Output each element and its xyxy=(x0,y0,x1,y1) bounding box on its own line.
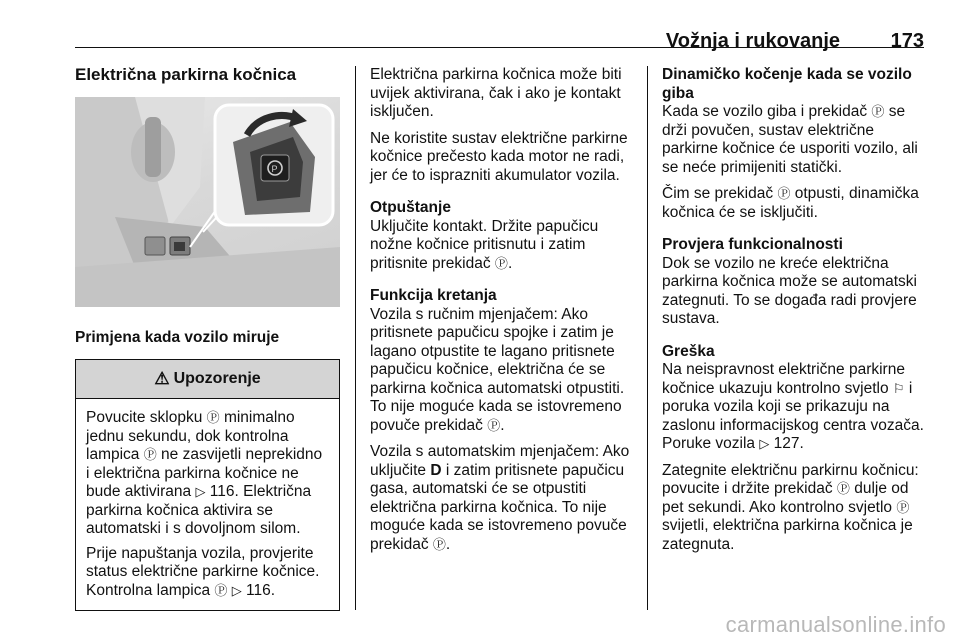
watermark: carmanualsonline.info xyxy=(725,612,946,637)
function-check-section xyxy=(662,236,930,329)
parking-brake-icon: Ⓟ xyxy=(836,481,850,496)
text: ne zasvijetli neprekidno i električna parkirna kočnice ne bude aktivirana xyxy=(86,446,323,500)
text: Zategnite električnu parkirnu kočnicu: povucite i držite prekidač xyxy=(662,461,919,497)
paragraph xyxy=(370,218,635,274)
paragraph: Električna parkirna kočnica može biti uvijek aktivirana, čak i ako je kontakt isključen. xyxy=(370,66,622,120)
text: Čim se prekidač xyxy=(662,185,778,202)
text: . xyxy=(270,581,276,599)
page-reference[interactable]: 127 xyxy=(773,435,800,452)
text: i poruka vozila koji se prikazuju na zaslonu informacijskog centra vozača. Poruke vozila xyxy=(662,379,924,452)
parking-brake-icon: Ⓟ xyxy=(143,447,157,462)
paragraph: Dok se vozilo ne kreće električna parkirna kočnica može se automatski zategnuti. To se događa radi provjere sustava. xyxy=(662,254,918,327)
parking-brake-icon: Ⓟ xyxy=(214,582,228,598)
page-reference[interactable]: 116 xyxy=(209,483,235,500)
subheading-release: Otpuštanje xyxy=(370,199,451,216)
drive-away-section xyxy=(370,287,635,554)
reference-arrow-icon: ▷ xyxy=(231,582,242,598)
section-title: Električna parkirna kočnica xyxy=(75,65,297,84)
parking-brake-icon: Ⓟ xyxy=(494,255,508,271)
parking-brake-icon: Ⓟ xyxy=(777,186,791,201)
svg-text:P: P xyxy=(271,163,278,174)
gear-d-label: D xyxy=(430,461,442,479)
text: minimalno jednu sekundu, dok kontrolna lampica xyxy=(86,409,295,463)
text: se drži povučen, sustav električne parkirne kočnice će usporiti vozilo, ali se neće primijeniti statički. xyxy=(662,103,918,176)
column-3 xyxy=(662,66,930,568)
text: Na neispravnost električne parkirne kočnice ukazuju kontrolno svjetlo xyxy=(662,361,905,397)
fault-lamp-icon: ⚐ xyxy=(892,380,905,396)
header-rule xyxy=(75,47,924,48)
subheading-fault: Greška xyxy=(662,342,715,360)
warning-header xyxy=(76,360,339,399)
paragraph xyxy=(662,103,930,177)
column-divider-1 xyxy=(355,66,356,610)
release-section xyxy=(370,199,635,273)
column-2 xyxy=(370,66,635,568)
text: Povucite sklopku xyxy=(86,409,207,426)
text: svijetli, električna parkirna kočnica je zategnuta. xyxy=(662,517,913,553)
subheading-function-check: Provjera funkcionalnosti xyxy=(662,236,843,253)
warning-paragraph-2 xyxy=(86,545,329,601)
text: Prije napuštanja vozila, provjerite status električne parkirne kočnice. Kontrolna lampica xyxy=(86,544,320,599)
warning-title: Upozorenje xyxy=(173,369,261,387)
reference-arrow-icon: ▷ xyxy=(759,436,770,451)
text: . xyxy=(445,535,451,553)
text: otpusti, dinamička kočnica će se isključiti. xyxy=(662,185,919,221)
warning-box xyxy=(75,359,340,611)
subheading-drive-away: Funkcija kretanja xyxy=(370,287,497,304)
parking-brake-icon: Ⓟ xyxy=(432,536,446,552)
paragraph: Ne koristite sustav električne parkirne kočnice prečesto kada motor ne radi, jer će to isprazniti akumulator vozila. xyxy=(370,129,628,184)
column-1 xyxy=(75,66,340,611)
warning-body xyxy=(76,399,339,610)
parking-brake-icon: Ⓟ xyxy=(487,417,501,433)
text: Vozila s ručnim mjenjačem: Ako pritisnete papučicu spojke i zatim je lagano otpustite te lagano pritisnete papučicu kočnice, električna će se parkirna kočnica automatski otpustiti. To nije moguće kada se istovremeno povuče prekidač xyxy=(370,305,625,434)
reference-arrow-icon: ▷ xyxy=(195,484,206,499)
console-drawing xyxy=(75,97,340,307)
parking-brake-icon: Ⓟ xyxy=(206,410,220,425)
paragraph xyxy=(370,443,635,554)
text: i zatim pritisnete papučicu gasa, automatski će se otpustiti električna parkirna kočnica. To nije moguće kada se istovremeno povuče prekidač xyxy=(370,461,627,553)
text: . xyxy=(500,416,505,434)
page-reference[interactable]: 116 xyxy=(246,581,271,599)
paragraph xyxy=(662,462,930,555)
text: dulje od pet sekundi. Ako kontrolno svjetlo xyxy=(662,480,909,516)
parking-brake-icon: Ⓟ xyxy=(871,104,885,119)
paragraph xyxy=(662,185,930,222)
paragraph xyxy=(370,306,635,436)
warning-paragraph-1 xyxy=(86,409,329,539)
text: . xyxy=(507,254,513,272)
dynamic-braking-section xyxy=(662,66,930,222)
text: . xyxy=(799,435,804,452)
text: Vozila s automatskim mjenjačem: Ako uključite xyxy=(370,443,630,479)
warning-triangle-icon: ⚠ xyxy=(154,368,170,388)
column-divider-2 xyxy=(647,66,648,610)
text: . Električna parkirna kočnica aktivira se automatski i s dovoljnom silom. xyxy=(86,483,312,537)
page-number: 173 xyxy=(890,30,924,52)
parking-brake-icon: Ⓟ xyxy=(896,499,910,515)
text: Uključite kontakt. Držite papučicu nožne kočnice pritisnutu i zatim pritisnite prekidač xyxy=(370,217,599,272)
figure-caption: Primjena kada vozilo miruje xyxy=(75,328,280,346)
text: Kada se vozilo giba i prekidač xyxy=(662,103,872,120)
fault-section xyxy=(662,343,930,555)
running-header-title: Vožnja i rukovanje xyxy=(665,30,840,52)
parking-brake-illustration xyxy=(75,97,340,307)
paragraph xyxy=(662,361,930,454)
subheading-dynamic-braking: Dinamičko kočenje kada se vozilo giba xyxy=(662,66,912,102)
